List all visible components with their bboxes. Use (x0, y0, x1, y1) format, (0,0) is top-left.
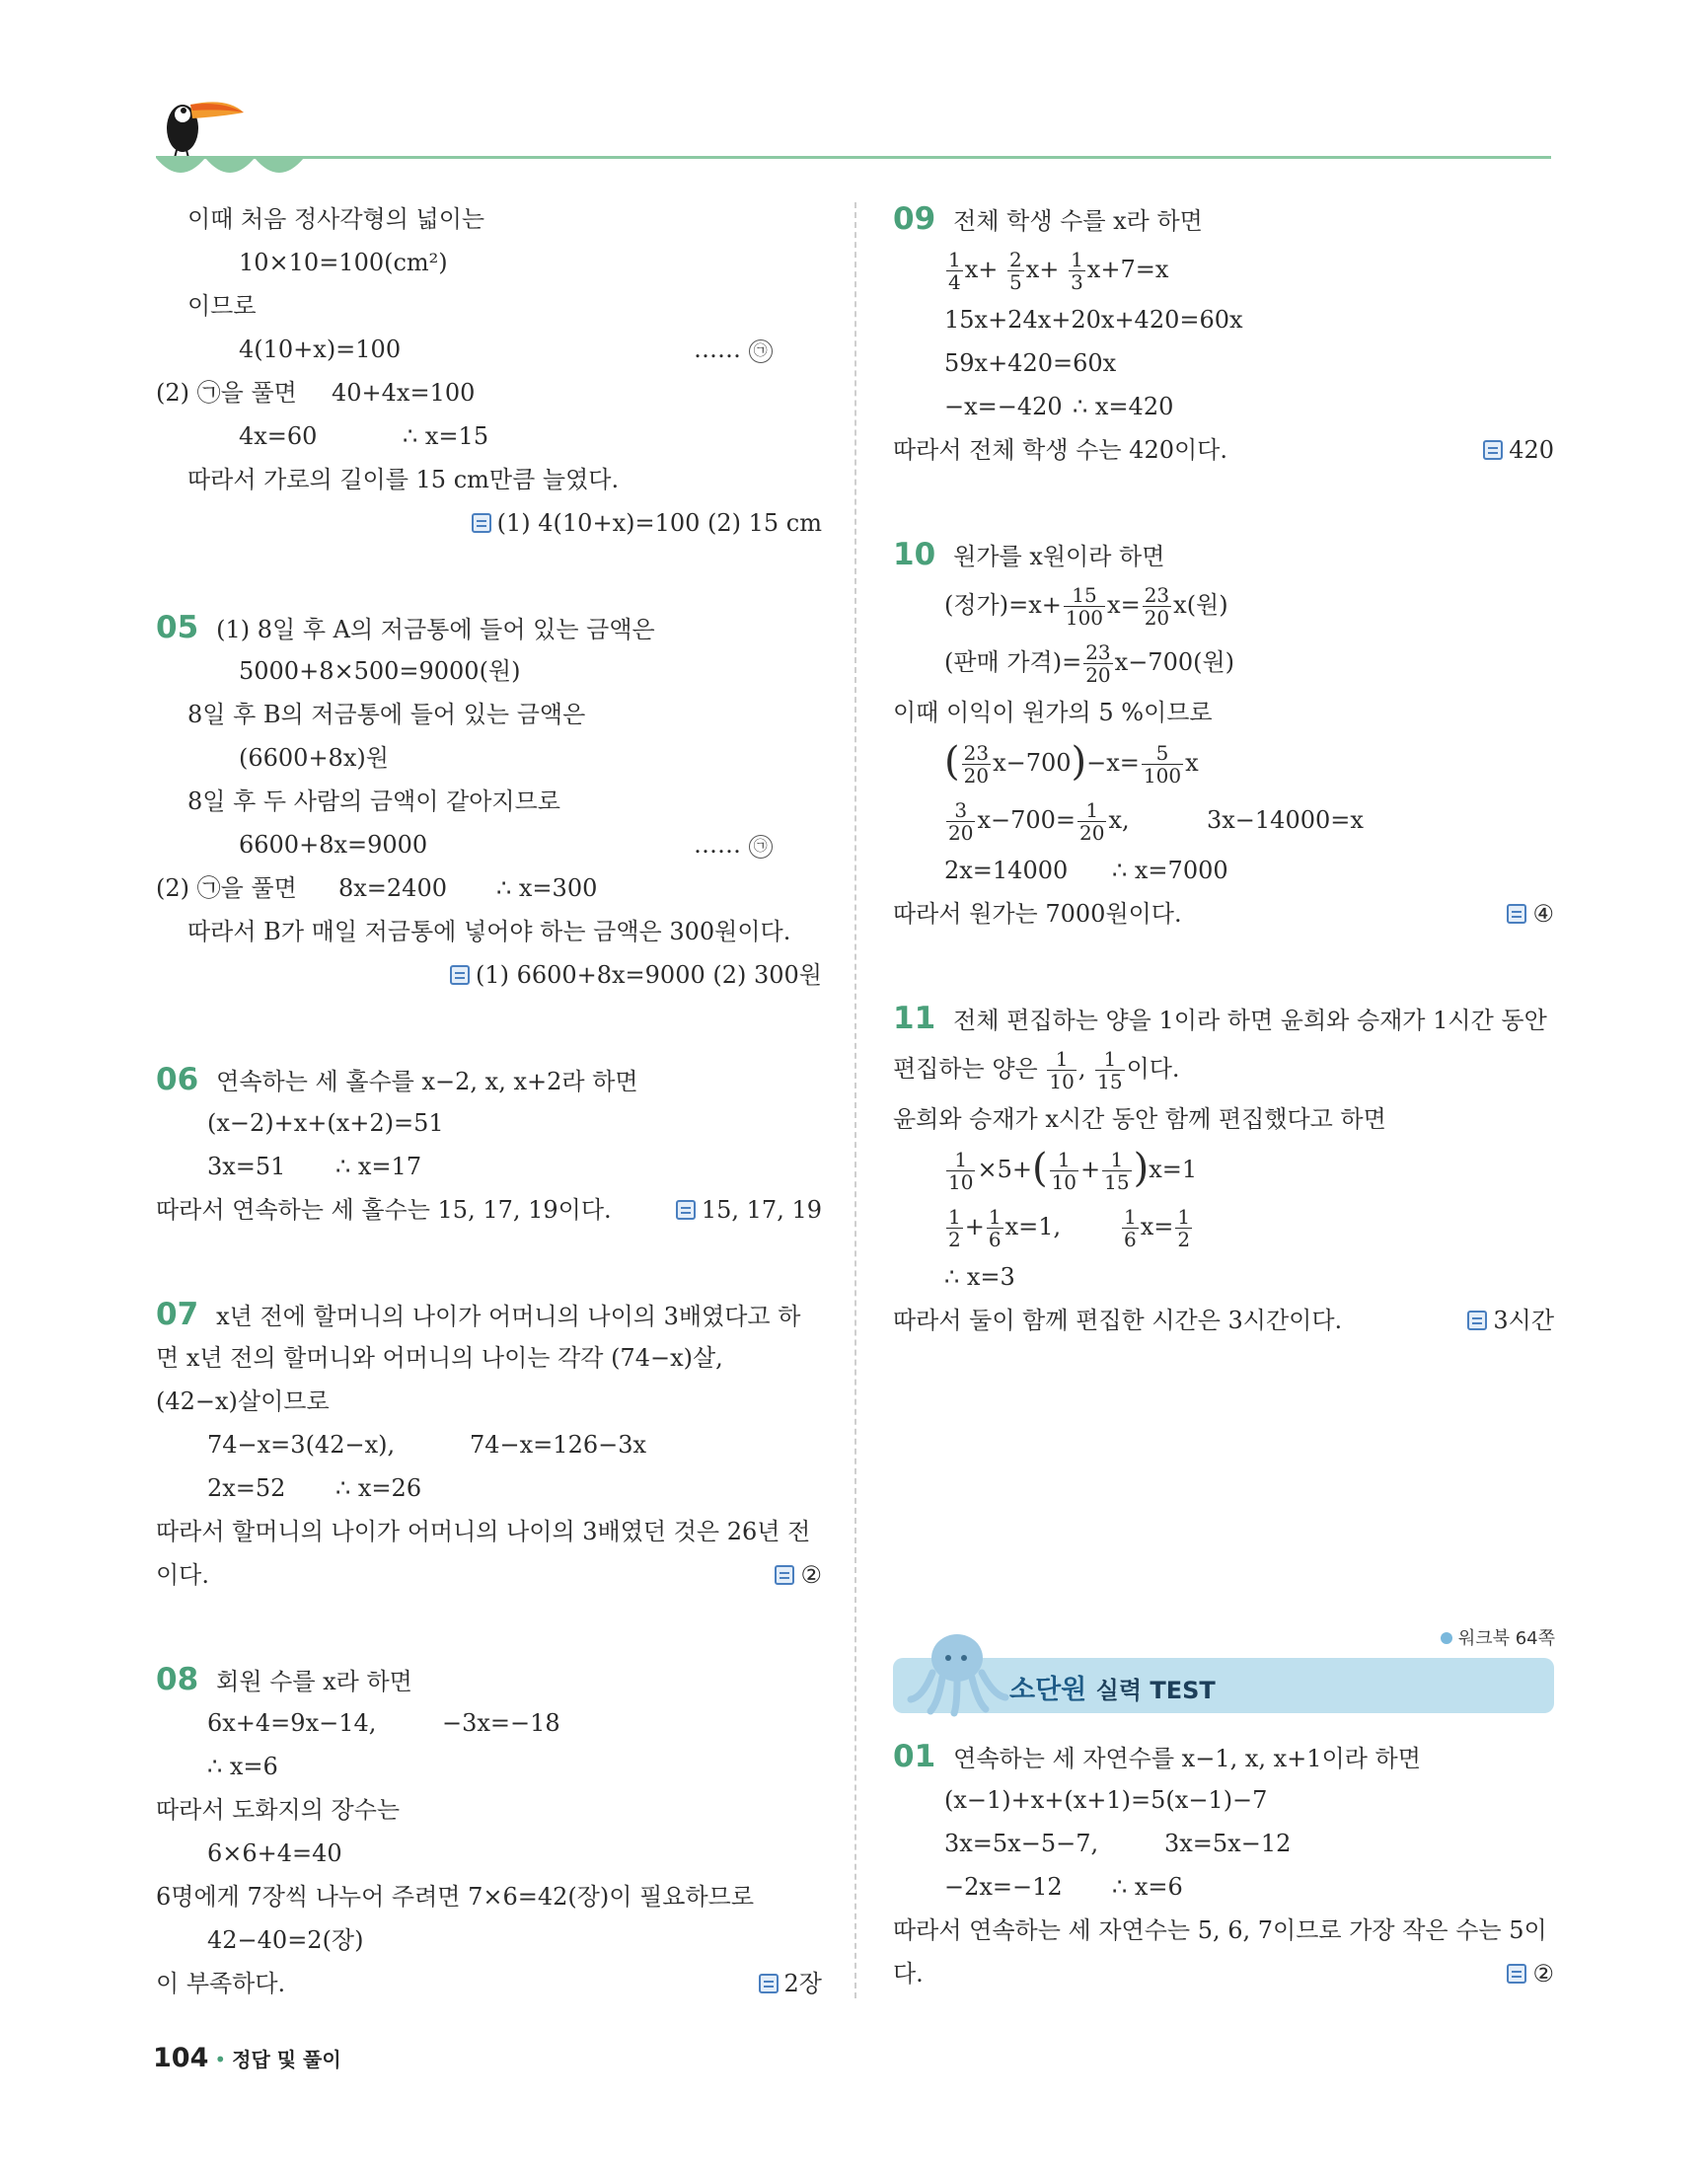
text: (2) ㉠을 풀면 (156, 874, 297, 902)
equation: 2x=14000 (944, 857, 1069, 884)
answer-line (156, 501, 822, 545)
equation: ∴ x=17 (335, 1153, 422, 1180)
equation: ∴ x=7000 (1112, 857, 1228, 884)
answer-text: 15, 17, 19 (701, 1196, 822, 1224)
bullet-icon (1441, 1632, 1452, 1644)
fraction: $\frac{1}{6}$ (988, 1205, 1002, 1251)
fraction: $\frac{1}{15}$ (1104, 1148, 1130, 1194)
equation-line (893, 634, 1554, 691)
equation-line (893, 791, 1554, 849)
conclusion-line: 따라서 가로의 길이를 15 cm만큼 늘였다. (187, 466, 620, 493)
paren: ) (1071, 738, 1087, 785)
answer-text: (1) 4(10+x)=100 (2) 15 cm (496, 509, 822, 537)
fraction: $\frac{15}{100}$ (1065, 583, 1104, 630)
term: x+7=x (1086, 256, 1169, 283)
equation-line: (x−2)+x+(x+2)=51 (207, 1109, 444, 1137)
page-footer (153, 2043, 341, 2073)
ellipsis: …… (694, 831, 741, 859)
text: 이다. (156, 1561, 209, 1589)
term: , (1077, 1055, 1086, 1083)
solution-test-01 (893, 1735, 1554, 1995)
equation: 3x=5x−5−7, (944, 1830, 1099, 1857)
equation-line: 6×6+4=40 (207, 1839, 342, 1867)
term: ×5+ (977, 1156, 1032, 1183)
term: x= (1107, 591, 1141, 619)
fraction: $\frac{23}{20}$ (1144, 583, 1170, 630)
answer-text: ② (800, 1561, 822, 1589)
text: 전체 편집하는 양을 1이라 하면 윤희와 승재가 1시간 동안 (953, 1007, 1547, 1034)
solution-05 (156, 606, 822, 997)
answer-line (156, 953, 822, 997)
fraction: $\frac{5}{100}$ (1143, 741, 1182, 788)
term: x+ (964, 256, 999, 283)
text-line: 면 x년 전의 할머니와 어머니의 나이는 각각 (74−x)살, (156, 1344, 723, 1372)
text-line: 따라서 도화지의 장수는 (156, 1796, 401, 1824)
fraction: $\frac{1}{3}$ (1071, 248, 1083, 294)
conclusion-line (156, 1553, 822, 1597)
term: x=1 (1149, 1156, 1198, 1183)
answer-icon (1467, 1311, 1487, 1330)
equation-line (156, 1145, 822, 1188)
text: (2) ㉠을 풀면 (156, 379, 297, 407)
equation-line: (x−1)+x+(x+1)=5(x−1)−7 (944, 1786, 1268, 1814)
fraction: $\frac{23}{20}$ (963, 741, 990, 788)
conclusion-line (893, 892, 1554, 936)
octopus-icon (903, 1628, 1011, 1717)
equation: 3x=51 (207, 1153, 286, 1180)
term: x= (1140, 1213, 1174, 1240)
term: (정가)=x+ (944, 591, 1062, 619)
equation-line (893, 241, 1554, 298)
answer-icon (1507, 1964, 1526, 1984)
conclusion-line (893, 1952, 1554, 1995)
text: 연속하는 세 자연수를 x−1, x, x+1이라 하면 (953, 1745, 1421, 1772)
term: x, (1108, 806, 1130, 834)
conclusion-line (156, 1188, 822, 1232)
text-line: 이때 이익이 원가의 5 %이므로 (893, 699, 1213, 726)
text: 회원 수를 x라 하면 (216, 1668, 412, 1695)
problem-number: 08 (156, 1662, 199, 1697)
fraction: $\frac{1}{2}$ (948, 1205, 961, 1251)
problem-number: 10 (893, 537, 936, 572)
term: x−700(원) (1114, 648, 1235, 676)
equation-line (893, 1822, 1554, 1865)
solution-07 (156, 1293, 822, 1597)
term: + (964, 1213, 985, 1240)
solution-10 (893, 533, 1554, 936)
equation-line (893, 1865, 1554, 1909)
text-line: 6명에게 7장씩 나누어 주려면 7×6=42(장)이 필요하므로 (156, 1883, 755, 1911)
workbook-reference (1441, 1624, 1555, 1650)
term: x(원) (1173, 591, 1228, 619)
text: 따라서 둘이 함께 편집한 시간은 3시간이다. (893, 1307, 1343, 1334)
conclusion-line: 따라서 할머니의 나이가 어머니의 나이의 3배였던 것은 26년 전 (156, 1518, 811, 1545)
text: 따라서 전체 학생 수는 420이다. (893, 436, 1227, 464)
solution-08 (156, 1658, 822, 2005)
equation (1120, 1198, 1194, 1255)
equation: 6600+8x=9000 (239, 831, 428, 859)
equation-line (893, 1198, 1554, 1255)
equation: ∴ x=420 (1073, 393, 1174, 420)
workbook-reference-text: 워크북 64쪽 (1457, 1628, 1555, 1649)
equation: 74−x=126−3x (470, 1431, 647, 1459)
equation-line (156, 823, 822, 866)
solution-04-continued (156, 197, 822, 545)
text-line (893, 1040, 1554, 1097)
equation: ∴ x=26 (335, 1474, 422, 1502)
problem-number: 05 (156, 610, 199, 645)
fraction: $\frac{1}{10}$ (1049, 1047, 1075, 1093)
equation: −2x=−12 (944, 1873, 1063, 1901)
equation-line: 15x+24x+20x+420=60x (944, 306, 1243, 334)
term: x−700 (993, 749, 1072, 777)
paren: ) (1133, 1145, 1150, 1191)
term: −x= (1086, 749, 1140, 777)
equation: 74−x=3(42−x), (207, 1431, 396, 1459)
equation: 6x+4=9x−14, (207, 1709, 377, 1737)
equation-line (893, 734, 1554, 791)
equation-line: 59x+420=60x (944, 349, 1117, 377)
problem-number: 11 (893, 1001, 936, 1036)
text-line: 윤희와 승재가 x시간 동안 함께 편집했다고 하면 (893, 1105, 1386, 1133)
page-number: 104 (153, 2043, 209, 2073)
equation: 2x=52 (207, 1474, 286, 1502)
equation: 4(10+x)=100 (239, 336, 402, 363)
term: x+ (1025, 256, 1060, 283)
text: 전체 학생 수를 x라 하면 (953, 207, 1203, 235)
answer-icon (759, 1974, 779, 1993)
equation-line: ∴ x=3 (944, 1263, 1015, 1291)
fraction: $\frac{1}{10}$ (948, 1148, 974, 1194)
equation-line: (6600+8x)원 (239, 744, 389, 772)
equation: ∴ x=15 (403, 422, 489, 450)
equation-line (156, 1701, 822, 1745)
equation-line (893, 385, 1554, 428)
conclusion-line: 따라서 B가 매일 저금통에 넣어야 하는 금액은 300원이다. (187, 918, 791, 945)
equation-line (156, 1423, 822, 1466)
term: x−700= (977, 806, 1077, 834)
equation-tag (694, 823, 773, 866)
text-line: (42−x)살이므로 (156, 1388, 330, 1415)
equation: −x=−420 (944, 393, 1063, 420)
column-divider (854, 202, 856, 1998)
equation-line: ∴ x=6 (207, 1753, 278, 1780)
equation-line: 10×10=100(cm²) (239, 249, 448, 276)
right-column (893, 197, 1554, 1342)
banner-subtitle: 실력 TEST (1095, 1677, 1216, 1704)
term: (판매 가격)= (944, 648, 1082, 676)
conclusion-line (893, 428, 1554, 472)
circle-label: ㉠ (749, 835, 773, 859)
conclusion-line (156, 1962, 822, 2005)
equation: 3x=5x−12 (1164, 1830, 1292, 1857)
circle-label: ㉠ (749, 339, 773, 363)
fraction: $\frac{1}{10}$ (1051, 1148, 1077, 1194)
equation: 8x=2400 (338, 874, 447, 902)
equation: 4x=60 (239, 422, 318, 450)
footer-label: 정답 및 풀이 (232, 2048, 341, 2071)
text: 원가를 x원이라 하면 (953, 543, 1165, 570)
answer-icon (472, 513, 491, 533)
equation-line (156, 328, 822, 371)
equation-tag (694, 328, 773, 371)
equation-line (156, 866, 822, 910)
fraction: $\frac{1}{4}$ (948, 248, 961, 294)
text: 따라서 연속하는 세 홀수는 15, 17, 19이다. (156, 1196, 612, 1224)
equation-line (893, 576, 1554, 634)
text-line: 이때 처음 정사각형의 넓이는 (187, 205, 485, 233)
fraction: $\frac{23}{20}$ (1085, 640, 1111, 687)
problem-number: 07 (156, 1297, 199, 1332)
footer-dot: • (214, 2048, 227, 2071)
text-line: 이므로 (187, 292, 257, 320)
answer-icon (1507, 904, 1526, 924)
problem-number: 01 (893, 1739, 936, 1774)
conclusion-line: 따라서 연속하는 세 자연수는 5, 6, 7이므로 가장 작은 수는 5이 (893, 1916, 1547, 1944)
term: x (1185, 749, 1199, 777)
fraction: $\frac{3}{20}$ (948, 798, 974, 845)
solution-11 (893, 997, 1554, 1342)
text: 따라서 원가는 7000원이다. (893, 900, 1182, 928)
answer-icon (450, 965, 470, 985)
paren: ( (944, 738, 960, 785)
text: (1) 8일 후 A의 저금통에 들어 있는 금액은 (216, 616, 655, 643)
equation: 40+4x=100 (332, 379, 476, 407)
text: 연속하는 세 홀수를 x−2, x, x+2라 하면 (216, 1068, 638, 1095)
answer-text: ② (1532, 1960, 1554, 1988)
equation: 3x−14000=x (1207, 806, 1364, 834)
answer-icon (1483, 440, 1503, 460)
equation: −3x=−18 (442, 1709, 560, 1737)
equation-line (893, 849, 1554, 892)
equation: ∴ x=300 (496, 874, 598, 902)
answer-icon (775, 1565, 794, 1585)
equation-line: 42−40=2(장) (207, 1926, 364, 1954)
problem-number: 06 (156, 1062, 199, 1097)
fraction: $\frac{1}{15}$ (1097, 1047, 1123, 1093)
text: x년 전에 할머니의 나이가 어머니의 나이의 3배였다고 하 (216, 1303, 801, 1330)
banner-title-main: 소단원 (1009, 1675, 1087, 1705)
equation-line (893, 1141, 1554, 1198)
equation-line: 5000+8×500=9000(원) (239, 657, 521, 685)
text: 이 부족하다. (156, 1970, 286, 1997)
solution-09 (893, 197, 1554, 472)
equation: ∴ x=6 (1112, 1873, 1183, 1901)
answer-text: ④ (1532, 900, 1554, 928)
fraction: $\frac{1}{6}$ (1124, 1205, 1137, 1251)
text-line: 8일 후 B의 저금통에 들어 있는 금액은 (187, 701, 586, 728)
left-column (156, 197, 822, 2005)
solution-06 (156, 1058, 822, 1232)
term: x=1, (1004, 1213, 1062, 1240)
fraction: $\frac{2}{5}$ (1009, 248, 1022, 294)
equation-line (156, 414, 822, 458)
text: 다. (893, 1960, 924, 1988)
term: + (1080, 1156, 1101, 1183)
equation-line (156, 371, 822, 414)
fraction: $\frac{1}{20}$ (1079, 798, 1105, 845)
equation-line (156, 1466, 822, 1510)
answer-text: 420 (1509, 436, 1554, 464)
fraction: $\frac{1}{2}$ (1177, 1205, 1191, 1251)
conclusion-line (893, 1299, 1554, 1342)
problem-number: 09 (893, 201, 936, 237)
banner-title (1009, 1668, 1216, 1706)
text-line: 8일 후 두 사람의 금액이 같아지므로 (187, 788, 560, 815)
answer-text: 3시간 (1493, 1307, 1554, 1334)
answer-text: (1) 6600+8x=9000 (2) 300원 (475, 961, 822, 989)
term: 편집하는 양은 (893, 1055, 1038, 1083)
header-wave-decoration (156, 148, 314, 178)
paren: ( (1031, 1145, 1048, 1191)
answer-text: 2장 (783, 1970, 822, 1997)
header-rule (158, 156, 1551, 159)
term: 이다. (1126, 1055, 1180, 1083)
answer-icon (676, 1200, 696, 1220)
ellipsis: …… (694, 336, 741, 363)
